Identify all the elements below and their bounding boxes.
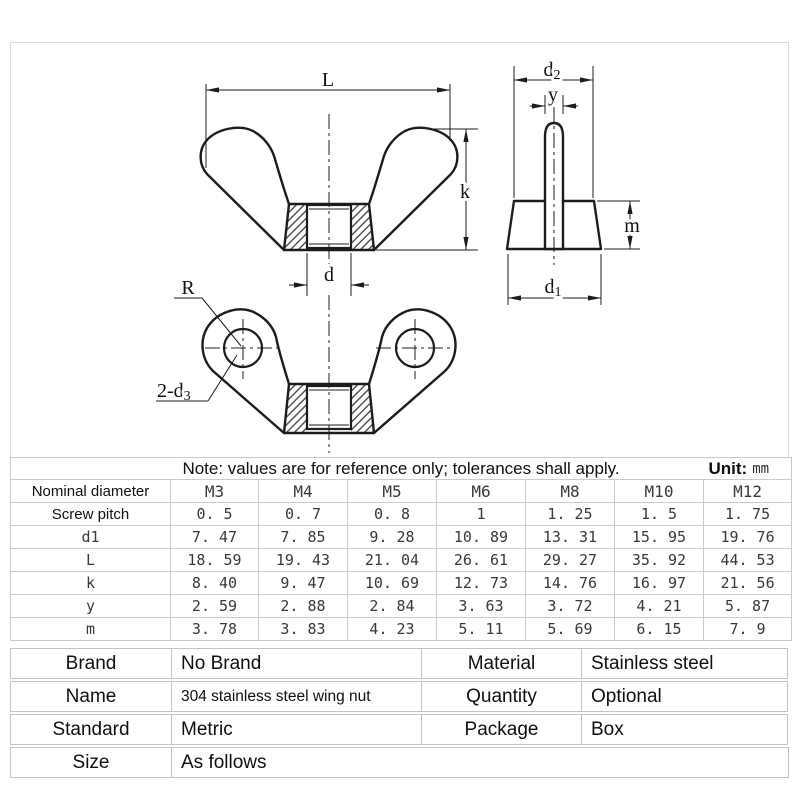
dim-label-2-d3-sub: 3 <box>183 389 191 404</box>
cell-value: 9. 47 <box>259 572 348 595</box>
cell-value: 21. 04 <box>348 549 437 572</box>
size-header: M3 <box>171 480 259 503</box>
dim-label-d1-sub: 1 <box>554 285 562 300</box>
cell-value: 21. 56 <box>704 572 792 595</box>
cell-value: 3. 72 <box>526 595 615 618</box>
cell-value: 29. 27 <box>526 549 615 572</box>
size-header: M12 <box>704 480 792 503</box>
cell-value: 1. 75 <box>704 503 792 526</box>
standard-label: Standard <box>10 714 172 745</box>
dim-label-d1-base: d <box>544 276 555 298</box>
cell-value: 0. 5 <box>171 503 259 526</box>
unit-value: mm <box>752 460 770 477</box>
dim-label-d2-base: d <box>543 59 554 81</box>
size-header: M4 <box>259 480 348 503</box>
brand-value: No Brand <box>171 648 422 679</box>
cell-value: 12. 73 <box>437 572 526 595</box>
cell-value: 5. 87 <box>704 595 792 618</box>
dim-label-y: y <box>548 84 558 106</box>
unit-label: Unit: <box>708 458 748 478</box>
table-row <box>11 503 792 526</box>
dim-label-R: R <box>181 277 195 299</box>
cell-value: 0. 8 <box>348 503 437 526</box>
cell-value: 1. 25 <box>526 503 615 526</box>
note-text: Note: values are for reference only; tolerances shall apply. <box>182 458 620 478</box>
table-row <box>11 549 792 572</box>
header-label: Nominal diameter <box>11 480 171 503</box>
standard-value: Metric <box>171 714 422 745</box>
quantity-label: Quantity <box>421 681 582 712</box>
cell-value: 10. 69 <box>348 572 437 595</box>
material-value: Stainless steel <box>581 648 788 679</box>
cell-value: 7. 85 <box>259 526 348 549</box>
wing-outline-left <box>201 128 289 250</box>
note-row <box>11 458 792 480</box>
table-row <box>10 648 790 679</box>
cell-value: 9. 28 <box>348 526 437 549</box>
dim-label-d2-sub: 2 <box>553 68 561 83</box>
size-header: M5 <box>348 480 437 503</box>
cell-value: 6. 15 <box>615 618 704 641</box>
cell-value: 44. 53 <box>704 549 792 572</box>
cell-value: 4. 21 <box>615 595 704 618</box>
size-header: M6 <box>437 480 526 503</box>
cell-value: 10. 89 <box>437 526 526 549</box>
cell-value: 7. 47 <box>171 526 259 549</box>
row-label: m <box>11 618 171 641</box>
table-row <box>11 526 792 549</box>
cell-value: 0. 7 <box>259 503 348 526</box>
quantity-value: Optional <box>581 681 788 712</box>
table-row <box>11 572 792 595</box>
cell-value: 3. 78 <box>171 618 259 641</box>
wing-outline-left <box>202 309 289 433</box>
dim-label-2-d3-base: 2-d <box>157 380 184 402</box>
cell-value: 2. 84 <box>348 595 437 618</box>
cell-value: 1. 5 <box>615 503 704 526</box>
wing-outline-right <box>369 309 456 433</box>
table-row <box>10 714 790 745</box>
dim-label-d: d <box>324 264 334 286</box>
cell-value: 3. 83 <box>259 618 348 641</box>
front-view <box>201 69 478 296</box>
table-row <box>11 595 792 618</box>
technical-drawing <box>11 43 790 458</box>
bottom-view <box>156 277 456 453</box>
cell-value: 16. 97 <box>615 572 704 595</box>
cell-value: 19. 43 <box>259 549 348 572</box>
leader-line <box>208 355 237 401</box>
row-label: d1 <box>11 526 171 549</box>
leader-line <box>202 298 241 346</box>
cell-value: 1 <box>437 503 526 526</box>
cell-value: 4. 23 <box>348 618 437 641</box>
row-label: Screw pitch <box>11 503 171 526</box>
dim-label-L: L <box>321 69 335 91</box>
cell-value: 2. 88 <box>259 595 348 618</box>
table-row <box>10 747 790 778</box>
cell-value: 5. 69 <box>526 618 615 641</box>
cell-value: 5. 11 <box>437 618 526 641</box>
row-label: k <box>11 572 171 595</box>
size-header: M10 <box>615 480 704 503</box>
dim-label-m: m <box>624 215 640 237</box>
cell-value: 13. 31 <box>526 526 615 549</box>
cell-value: 7. 9 <box>704 618 792 641</box>
spec-table <box>10 457 792 641</box>
brand-label: Brand <box>10 648 172 679</box>
cell-value: 26. 61 <box>437 549 526 572</box>
package-label: Package <box>421 714 582 745</box>
dim-label-d1 <box>545 276 562 300</box>
cell-value: 15. 95 <box>615 526 704 549</box>
size-header: M8 <box>526 480 615 503</box>
header-row <box>11 480 792 503</box>
cell-value: 2. 59 <box>171 595 259 618</box>
wing-outline-right <box>369 128 457 250</box>
dim-label-d2 <box>544 59 561 83</box>
size-label: Size <box>10 747 172 778</box>
dim-label-k: k <box>460 181 470 203</box>
cell-value: 19. 76 <box>704 526 792 549</box>
cell-value: 14. 76 <box>526 572 615 595</box>
package-value: Box <box>581 714 788 745</box>
row-label: y <box>11 595 171 618</box>
product-info-table <box>10 648 790 780</box>
cell-value: 18. 59 <box>171 549 259 572</box>
name-label: Name <box>10 681 172 712</box>
row-label: L <box>11 549 171 572</box>
cell-value: 3. 63 <box>437 595 526 618</box>
table-row <box>10 681 790 712</box>
cell-value: 8. 40 <box>171 572 259 595</box>
size-value: As follows <box>171 747 789 778</box>
table-row <box>11 618 792 641</box>
name-value: 304 stainless steel wing nut <box>171 681 422 712</box>
dim-label-2-d3 <box>157 380 191 404</box>
unit-indicator <box>709 458 770 479</box>
side-view <box>507 59 640 305</box>
cell-value: 35. 92 <box>615 549 704 572</box>
material-label: Material <box>421 648 582 679</box>
